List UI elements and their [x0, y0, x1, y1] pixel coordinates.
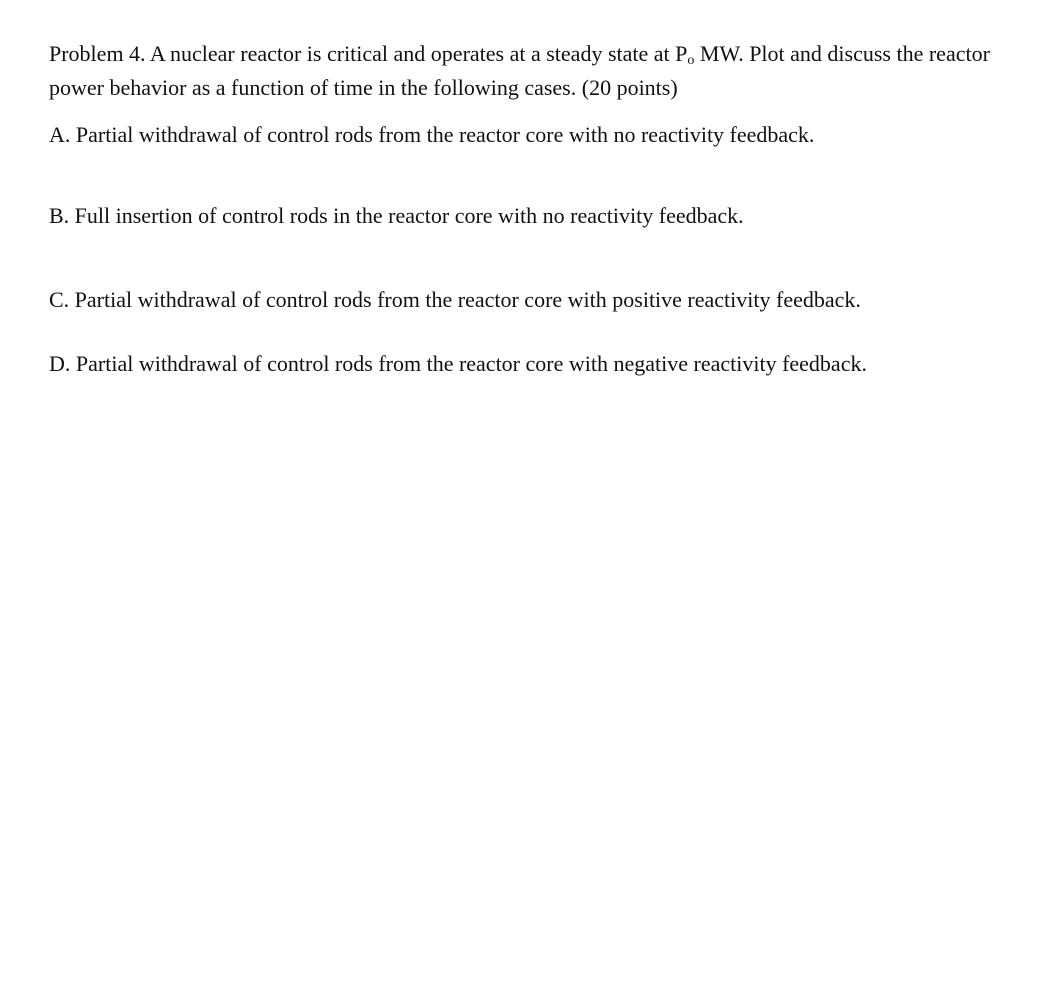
case-b-text: B. Full insertion of control rods in the reactor core with no reactivity feedback.: [49, 203, 744, 228]
problem-statement-part1: Problem 4. A nuclear reactor is critical and operates at a steady state at P: [49, 41, 688, 66]
problem-statement-part2: MW. Plot and discuss the reactor power behavior as a function of time in the following cases. (20 points): [49, 41, 990, 100]
case-a-text: A. Partial withdrawal of control rods from the reactor core with no reactivity feedback.: [49, 122, 815, 147]
case-d-text: D. Partial withdrawal of control rods from the reactor core with negative reactivity feedback.: [49, 351, 867, 376]
problem-statement: [49, 40, 1049, 101]
case-c-text: C. Partial withdrawal of control rods from the reactor core with positive reactivity feedback.: [49, 287, 861, 312]
power-subscript: o: [687, 53, 695, 68]
